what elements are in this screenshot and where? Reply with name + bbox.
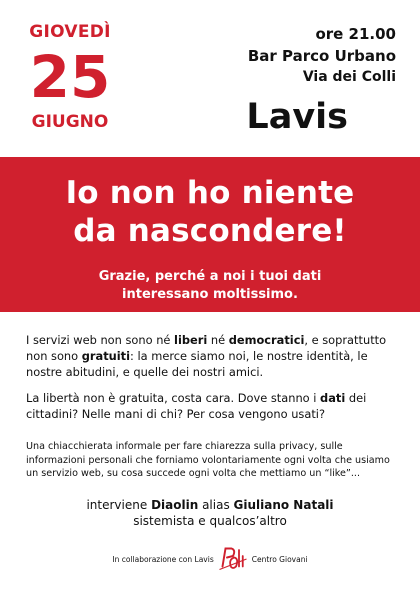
emphasis-text: Giuliano Natali bbox=[233, 498, 334, 512]
emphasis-text: dati bbox=[320, 391, 346, 405]
subheadline-line-1: Grazie, perché a noi i tuoi dati bbox=[98, 269, 322, 284]
speaker-line bbox=[0, 497, 420, 513]
text-run: interviene bbox=[86, 498, 152, 512]
headline-banner bbox=[0, 157, 420, 312]
body-text bbox=[26, 332, 398, 422]
text-run: alias bbox=[198, 498, 234, 512]
footer bbox=[0, 544, 420, 574]
headline-line-2: da nascondere! bbox=[73, 213, 347, 249]
centro-giovani-text: Centro Giovani bbox=[251, 554, 308, 564]
day-name: GIOVEDÌ bbox=[29, 22, 111, 42]
emphasis-text: liberi bbox=[174, 333, 208, 347]
speaker-role: sistemista e qualcos’altro bbox=[133, 514, 287, 528]
month: GIUGNO bbox=[31, 112, 109, 132]
text-run: , e soprattutto non sono bbox=[26, 333, 387, 363]
emphasis-text: gratuiti bbox=[81, 349, 131, 363]
paragraph-1 bbox=[26, 332, 398, 380]
subheadline-line-2: interessano moltissimo. bbox=[122, 287, 298, 302]
text-run: dei cittadini? Nelle mani di chi? Per cosa vengono usati? bbox=[26, 391, 367, 421]
speaker-block bbox=[0, 497, 420, 529]
collaboration-text: In collaborazione con Lavis bbox=[112, 554, 214, 564]
date-block bbox=[22, 22, 118, 132]
venue-name: Bar Parco Urbano bbox=[247, 47, 396, 65]
text-run: né bbox=[207, 333, 229, 347]
paragraph-2 bbox=[26, 390, 398, 422]
text-run: I servizi web non sono né bbox=[26, 333, 175, 347]
venue-city: Lavis bbox=[246, 97, 348, 137]
subheadline bbox=[0, 268, 420, 304]
poli-logo-icon bbox=[218, 544, 248, 574]
event-time: ore 21.00 bbox=[315, 25, 396, 43]
venue-block bbox=[248, 24, 396, 87]
venue-street: Via dei Colli bbox=[302, 69, 396, 85]
day-number: 25 bbox=[29, 43, 111, 111]
text-run: La libertà non è gratuita, costa cara. Dove stanno i bbox=[26, 391, 321, 405]
headline-line-1: Io non ho niente bbox=[65, 175, 355, 211]
emphasis-text: democratici bbox=[228, 333, 305, 347]
paragraph-3: Una chiacchierata informale per fare chiarezza sulla privacy, sulle informazioni personali che forniamo volontariamente ogni volta che usiamo un servizio web, su cosa succede ogni volta che mettiamo un “like”... bbox=[26, 441, 390, 479]
headline bbox=[0, 174, 420, 250]
text-run: : la merce siamo noi, le nostre identità, le nostre abitudini, e quelle dei nostri amici. bbox=[26, 349, 368, 379]
emphasis-text: Diaolin bbox=[151, 498, 199, 512]
